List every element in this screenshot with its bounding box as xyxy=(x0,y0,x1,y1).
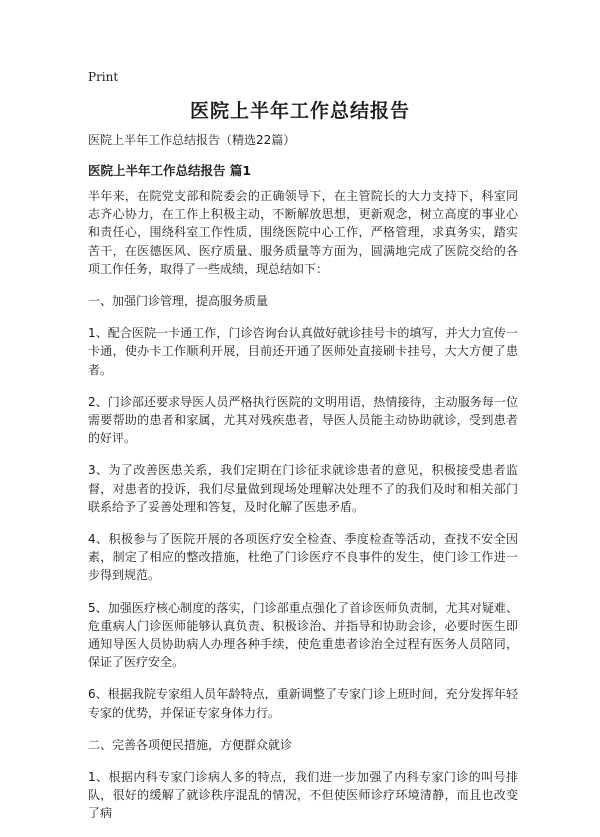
document-subtitle: 医院上半年工作总结报告（精选22篇） xyxy=(88,133,296,147)
paragraph-item-4: 4、积极参与了医院开展的各项医疗安全检查、季度检查等活动，查找不安全因素，制定了相应的整改措施，杜绝了门诊医疗不良事件的发生，使门诊工作进一步得到规范。 xyxy=(88,532,518,583)
document-title: 医院上半年工作总结报告 xyxy=(189,100,410,122)
paragraph-item-2: 2、门诊部还要求导医人员严格执行医院的文明用语，热情接待，主动服务每一位需要帮助的患者和家属，尤其对残疾患者，导医人员能主动协助就诊，受到患者的好评。 xyxy=(88,394,518,446)
paragraph-heading-2: 二、完善各项便民措施，方便群众就诊 xyxy=(88,737,293,752)
paragraph-intro: 半年来，在院党支部和院委会的正确领导下，在主管院长的大力支持下，科室同志齐心协力，在工作上积极主动，不断解放思想，更新观念，树立高度的事业心和责任心，围绕科室工作性质，围绕医院中心工作，严格管理，求真务实，踏实苦干，在医德医风、医疗质量、服务质量等方面为，圆满地完成了医院交给的各项工作任务，取得了一些成绩，现总结如下： xyxy=(88,189,518,276)
section-heading: 医院上半年工作总结报告 篇1 xyxy=(88,163,252,178)
paragraph-item-5: 5、加强医疗核心制度的落实，门诊部重点强化了首诊医师负责制，尤其对疑难、危重病人门诊医师能够认真负责、积极诊治、并指导和协助会诊，必要时医生即通知导医人员协助病人办理各种手续，使危重患者诊治全过程有医务人员陪同，保证了医疗安全。 xyxy=(88,600,518,670)
paragraph-item-7: 1、根据内科专家门诊病人多的特点，我们进一步加强了内科专家门诊的叫号排队，很好的缓解了就诊秩序混乱的情况，不但使医师诊疗环境清静，而且也改变了病 xyxy=(88,770,518,821)
print-link[interactable]: Print xyxy=(88,70,119,84)
paragraph-item-6: 6、根据我院专家组人员年龄特点，重新调整了专家门诊上班时间，充分发挥年轻专家的优势，并保证专家身体力行。 xyxy=(88,687,518,720)
paragraph-item-1: 1、配合医院一卡通工作，门诊咨询台认真做好就诊挂号卡的填写，并大力宣传一卡通，使办卡工作顺利开展，目前还开通了医师处直接刷卡挂号，大大方便了患者。 xyxy=(88,326,518,377)
paragraph-heading-1: 一、加强门诊管理，提高服务质量 xyxy=(88,294,269,309)
document-body xyxy=(88,131,518,837)
paragraph-item-3: 3、为了改善医患关系，我们定期在门诊征求就诊患者的意见，积极接受患者监督，对患者的投诉，我们尽量做到现场处理解决处理不了的我们及时和相关部门联系给予了妥善处理和答复，及时化解了医患矛盾。 xyxy=(88,463,518,514)
